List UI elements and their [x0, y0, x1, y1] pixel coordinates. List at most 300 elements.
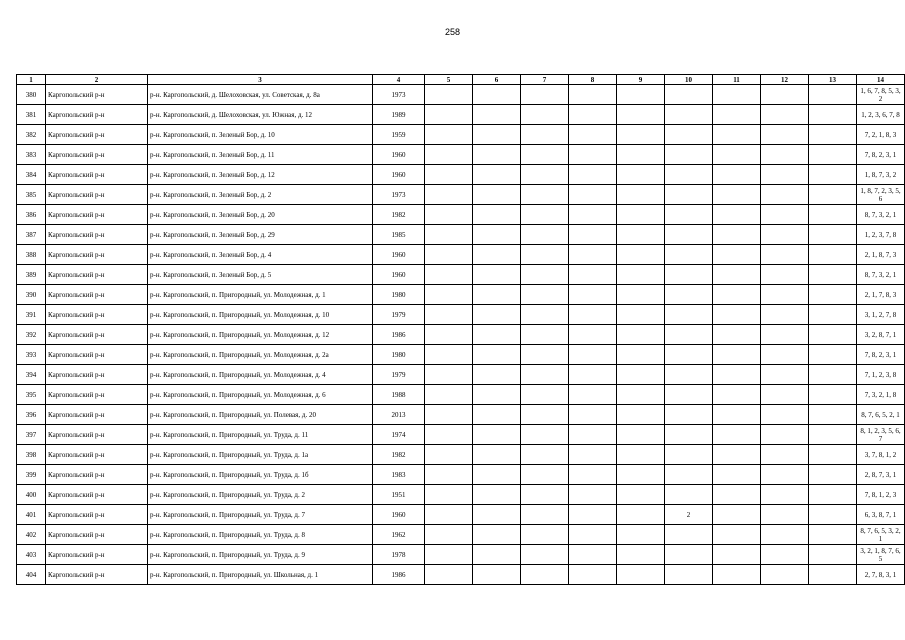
col10-cell	[665, 485, 713, 505]
district-cell: Каргопольский р-н	[46, 225, 148, 245]
col13-cell	[809, 485, 857, 505]
col13-cell	[809, 365, 857, 385]
col12-cell	[761, 465, 809, 485]
codes-cell: 7, 8, 2, 3, 1	[857, 345, 905, 365]
year-cell: 1974	[373, 425, 425, 445]
year-cell: 1980	[373, 345, 425, 365]
row-number-cell: 397	[17, 425, 46, 445]
address-cell: р-н. Каргопольский, п. Пригородный, ул. Молодежная, д. 12	[148, 325, 373, 345]
address-cell: р-н. Каргопольский, п. Пригородный, ул. Труда, д. 1б	[148, 465, 373, 485]
table-row	[17, 245, 905, 265]
col11-cell	[713, 565, 761, 585]
col6-cell	[473, 305, 521, 325]
col12-cell	[761, 365, 809, 385]
district-cell: Каргопольский р-н	[46, 305, 148, 325]
housing-registry-table	[16, 74, 905, 585]
col8-cell	[569, 565, 617, 585]
table-row	[17, 385, 905, 405]
district-cell: Каргопольский р-н	[46, 485, 148, 505]
table-row	[17, 505, 905, 525]
col5-cell	[425, 285, 473, 305]
col5-cell	[425, 485, 473, 505]
year-cell: 1989	[373, 105, 425, 125]
col8-cell	[569, 405, 617, 425]
district-cell: Каргопольский р-н	[46, 265, 148, 285]
col6-cell	[473, 125, 521, 145]
col13-cell	[809, 425, 857, 445]
address-cell: р-н. Каргопольский, п. Зеленый Бор, д. 12	[148, 165, 373, 185]
col11-cell	[713, 365, 761, 385]
col9-cell	[617, 465, 665, 485]
col5-cell	[425, 565, 473, 585]
address-cell: р-н. Каргопольский, п. Пригородный, ул. Труда, д. 9	[148, 545, 373, 565]
col5-cell	[425, 545, 473, 565]
col10-cell	[665, 225, 713, 245]
col7-cell	[521, 165, 569, 185]
col5-cell	[425, 425, 473, 445]
col10-cell	[665, 125, 713, 145]
col10-cell	[665, 525, 713, 545]
row-number-cell: 382	[17, 125, 46, 145]
district-cell: Каргопольский р-н	[46, 505, 148, 525]
col10-cell	[665, 145, 713, 165]
col8-cell	[569, 365, 617, 385]
codes-cell: 2, 1, 7, 8, 3	[857, 285, 905, 305]
col6-cell	[473, 465, 521, 485]
col13-cell	[809, 565, 857, 585]
table-row	[17, 185, 905, 205]
address-cell: р-н. Каргопольский, п. Пригородный, ул. Труда, д. 11	[148, 425, 373, 445]
col7-cell	[521, 105, 569, 125]
col5-cell	[425, 85, 473, 105]
col9-cell	[617, 245, 665, 265]
table-row	[17, 105, 905, 125]
col10-cell	[665, 285, 713, 305]
col7-cell	[521, 545, 569, 565]
col6-cell	[473, 165, 521, 185]
col6-cell	[473, 185, 521, 205]
table-row	[17, 405, 905, 425]
col8-cell	[569, 225, 617, 245]
address-cell: р-н. Каргопольский, п. Пригородный, ул. Труда, д. 7	[148, 505, 373, 525]
col8-cell	[569, 285, 617, 305]
col5-cell	[425, 405, 473, 425]
address-cell: р-н. Каргопольский, п. Зеленый Бор, д. 4	[148, 245, 373, 265]
col9-cell	[617, 165, 665, 185]
row-number-cell: 381	[17, 105, 46, 125]
year-cell: 1960	[373, 265, 425, 285]
col5-cell	[425, 365, 473, 385]
codes-cell: 1, 2, 3, 6, 7, 8	[857, 105, 905, 125]
codes-cell: 7, 8, 2, 3, 1	[857, 145, 905, 165]
table-body	[17, 85, 905, 585]
col11-cell	[713, 505, 761, 525]
district-cell: Каргопольский р-н	[46, 425, 148, 445]
table-row	[17, 125, 905, 145]
row-number-cell: 394	[17, 365, 46, 385]
col10-cell	[665, 465, 713, 485]
year-cell: 1973	[373, 185, 425, 205]
column-header-6: 6	[473, 75, 521, 85]
col11-cell	[713, 205, 761, 225]
row-number-cell: 387	[17, 225, 46, 245]
codes-cell: 6, 3, 8, 7, 1	[857, 505, 905, 525]
col7-cell	[521, 525, 569, 545]
row-number-cell: 390	[17, 285, 46, 305]
col5-cell	[425, 305, 473, 325]
col11-cell	[713, 385, 761, 405]
district-cell: Каргопольский р-н	[46, 125, 148, 145]
col5-cell	[425, 205, 473, 225]
col6-cell	[473, 85, 521, 105]
table-row	[17, 485, 905, 505]
year-cell: 1959	[373, 125, 425, 145]
col11-cell	[713, 525, 761, 545]
col10-cell	[665, 545, 713, 565]
col9-cell	[617, 185, 665, 205]
col9-cell	[617, 325, 665, 345]
col9-cell	[617, 105, 665, 125]
district-cell: Каргопольский р-н	[46, 345, 148, 365]
col6-cell	[473, 285, 521, 305]
col8-cell	[569, 425, 617, 445]
year-cell: 1980	[373, 285, 425, 305]
col6-cell	[473, 385, 521, 405]
col6-cell	[473, 545, 521, 565]
codes-cell: 3, 1, 2, 7, 8	[857, 305, 905, 325]
col12-cell	[761, 125, 809, 145]
col8-cell	[569, 265, 617, 285]
col6-cell	[473, 225, 521, 245]
col5-cell	[425, 325, 473, 345]
col7-cell	[521, 225, 569, 245]
codes-cell: 8, 7, 6, 5, 2, 1	[857, 405, 905, 425]
col8-cell	[569, 445, 617, 465]
district-cell: Каргопольский р-н	[46, 325, 148, 345]
year-cell: 1960	[373, 245, 425, 265]
codes-cell: 1, 6, 7, 8, 5, 3, 2	[857, 85, 905, 105]
address-cell: р-н. Каргопольский, п. Зеленый Бор, д. 5	[148, 265, 373, 285]
col7-cell	[521, 565, 569, 585]
table-row	[17, 305, 905, 325]
column-header-8: 8	[569, 75, 617, 85]
col12-cell	[761, 265, 809, 285]
col10-cell	[665, 345, 713, 365]
codes-cell: 8, 7, 3, 2, 1	[857, 205, 905, 225]
address-cell: р-н. Каргопольский, д. Шелоховская, ул. Южная, д. 12	[148, 105, 373, 125]
address-cell: р-н. Каргопольский, п. Пригородный, ул. Молодежная, д. 6	[148, 385, 373, 405]
col5-cell	[425, 105, 473, 125]
col5-cell	[425, 145, 473, 165]
codes-cell: 1, 8, 7, 3, 2	[857, 165, 905, 185]
district-cell: Каргопольский р-н	[46, 85, 148, 105]
col6-cell	[473, 365, 521, 385]
col12-cell	[761, 565, 809, 585]
district-cell: Каргопольский р-н	[46, 445, 148, 465]
year-cell: 1960	[373, 145, 425, 165]
column-header-12: 12	[761, 75, 809, 85]
table-row	[17, 145, 905, 165]
col7-cell	[521, 405, 569, 425]
district-cell: Каргопольский р-н	[46, 545, 148, 565]
row-number-cell: 393	[17, 345, 46, 365]
col6-cell	[473, 425, 521, 445]
district-cell: Каргопольский р-н	[46, 525, 148, 545]
col7-cell	[521, 185, 569, 205]
year-cell: 1978	[373, 545, 425, 565]
column-header-13: 13	[809, 75, 857, 85]
col9-cell	[617, 225, 665, 245]
col11-cell	[713, 245, 761, 265]
col11-cell	[713, 305, 761, 325]
col5-cell	[425, 125, 473, 145]
column-header-1: 1	[17, 75, 46, 85]
col8-cell	[569, 545, 617, 565]
table-row	[17, 165, 905, 185]
address-cell: р-н. Каргопольский, п. Пригородный, ул. Труда, д. 2	[148, 485, 373, 505]
row-number-cell: 400	[17, 485, 46, 505]
col5-cell	[425, 525, 473, 545]
col12-cell	[761, 105, 809, 125]
col9-cell	[617, 285, 665, 305]
col7-cell	[521, 505, 569, 525]
col9-cell	[617, 305, 665, 325]
col9-cell	[617, 405, 665, 425]
address-cell: р-н. Каргопольский, п. Пригородный, ул. Полевая, д. 20	[148, 405, 373, 425]
col13-cell	[809, 305, 857, 325]
col6-cell	[473, 485, 521, 505]
column-header-5: 5	[425, 75, 473, 85]
address-cell: р-н. Каргопольский, п. Пригородный, ул. Школьная, д. 1	[148, 565, 373, 585]
col9-cell	[617, 485, 665, 505]
col9-cell	[617, 525, 665, 545]
col13-cell	[809, 405, 857, 425]
col9-cell	[617, 565, 665, 585]
row-number-cell: 396	[17, 405, 46, 425]
col10-cell	[665, 365, 713, 385]
col10-cell	[665, 445, 713, 465]
codes-cell: 2, 1, 8, 7, 3	[857, 245, 905, 265]
row-number-cell: 388	[17, 245, 46, 265]
col10-cell	[665, 425, 713, 445]
codes-cell: 8, 1, 2, 3, 5, 6, 7	[857, 425, 905, 445]
col6-cell	[473, 505, 521, 525]
col11-cell	[713, 325, 761, 345]
col13-cell	[809, 445, 857, 465]
column-header-3: 3	[148, 75, 373, 85]
col13-cell	[809, 85, 857, 105]
col12-cell	[761, 225, 809, 245]
column-header-4: 4	[373, 75, 425, 85]
codes-cell: 3, 2, 8, 7, 1	[857, 325, 905, 345]
col12-cell	[761, 285, 809, 305]
col9-cell	[617, 445, 665, 465]
row-number-cell: 383	[17, 145, 46, 165]
year-cell: 1973	[373, 85, 425, 105]
col7-cell	[521, 485, 569, 505]
table-row	[17, 85, 905, 105]
col12-cell	[761, 545, 809, 565]
col12-cell	[761, 445, 809, 465]
col8-cell	[569, 145, 617, 165]
col6-cell	[473, 205, 521, 225]
col5-cell	[425, 345, 473, 365]
col11-cell	[713, 405, 761, 425]
codes-cell: 2, 7, 8, 3, 1	[857, 565, 905, 585]
col11-cell	[713, 165, 761, 185]
col7-cell	[521, 365, 569, 385]
col11-cell	[713, 445, 761, 465]
codes-cell: 8, 7, 3, 2, 1	[857, 265, 905, 285]
col13-cell	[809, 385, 857, 405]
table-row	[17, 425, 905, 445]
district-cell: Каргопольский р-н	[46, 105, 148, 125]
codes-cell: 7, 8, 1, 2, 3	[857, 485, 905, 505]
year-cell: 2013	[373, 405, 425, 425]
col8-cell	[569, 465, 617, 485]
col7-cell	[521, 265, 569, 285]
address-cell: р-н. Каргопольский, п. Пригородный, ул. Молодежная, д. 2а	[148, 345, 373, 365]
codes-cell: 1, 2, 3, 7, 8	[857, 225, 905, 245]
column-header-11: 11	[713, 75, 761, 85]
address-cell: р-н. Каргопольский, п. Пригородный, ул. Молодежная, д. 4	[148, 365, 373, 385]
year-cell: 1982	[373, 205, 425, 225]
col8-cell	[569, 525, 617, 545]
col13-cell	[809, 465, 857, 485]
col10-cell	[665, 325, 713, 345]
col10-cell	[665, 385, 713, 405]
address-cell: р-н. Каргопольский, п. Зеленый Бор, д. 10	[148, 125, 373, 145]
row-number-cell: 384	[17, 165, 46, 185]
year-cell: 1985	[373, 225, 425, 245]
address-cell: р-н. Каргопольский, д. Шелоховская, ул. Советская, д. 8а	[148, 85, 373, 105]
address-cell: р-н. Каргопольский, п. Пригородный, ул. Молодежная, д. 10	[148, 305, 373, 325]
col5-cell	[425, 225, 473, 245]
district-cell: Каргопольский р-н	[46, 365, 148, 385]
col5-cell	[425, 445, 473, 465]
row-number-cell: 389	[17, 265, 46, 285]
table-row	[17, 365, 905, 385]
col6-cell	[473, 265, 521, 285]
col11-cell	[713, 425, 761, 445]
year-cell: 1983	[373, 465, 425, 485]
col8-cell	[569, 85, 617, 105]
col8-cell	[569, 485, 617, 505]
col10-cell: 2	[665, 505, 713, 525]
col13-cell	[809, 525, 857, 545]
col9-cell	[617, 545, 665, 565]
col11-cell	[713, 285, 761, 305]
col10-cell	[665, 185, 713, 205]
district-cell: Каргопольский р-н	[46, 405, 148, 425]
col12-cell	[761, 145, 809, 165]
col6-cell	[473, 445, 521, 465]
address-cell: р-н. Каргопольский, п. Пригородный, ул. Молодежная, д. 1	[148, 285, 373, 305]
col8-cell	[569, 245, 617, 265]
address-cell: р-н. Каргопольский, п. Пригородный, ул. Труда, д. 8	[148, 525, 373, 545]
year-cell: 1962	[373, 525, 425, 545]
col12-cell	[761, 485, 809, 505]
address-cell: р-н. Каргопольский, п. Зеленый Бор, д. 2	[148, 185, 373, 205]
col7-cell	[521, 385, 569, 405]
page-number: 258	[444, 27, 461, 37]
col11-cell	[713, 105, 761, 125]
col8-cell	[569, 185, 617, 205]
col12-cell	[761, 305, 809, 325]
col5-cell	[425, 505, 473, 525]
col11-cell	[713, 545, 761, 565]
col10-cell	[665, 305, 713, 325]
col13-cell	[809, 185, 857, 205]
column-header-10: 10	[665, 75, 713, 85]
col13-cell	[809, 265, 857, 285]
column-header-7: 7	[521, 75, 569, 85]
col7-cell	[521, 245, 569, 265]
col9-cell	[617, 85, 665, 105]
table-row	[17, 205, 905, 225]
row-number-cell: 392	[17, 325, 46, 345]
row-number-cell: 391	[17, 305, 46, 325]
col11-cell	[713, 185, 761, 205]
col10-cell	[665, 265, 713, 285]
row-number-cell: 385	[17, 185, 46, 205]
address-cell: р-н. Каргопольский, п. Зеленый Бор, д. 29	[148, 225, 373, 245]
row-number-cell: 386	[17, 205, 46, 225]
col7-cell	[521, 145, 569, 165]
col11-cell	[713, 465, 761, 485]
col12-cell	[761, 425, 809, 445]
col7-cell	[521, 425, 569, 445]
col10-cell	[665, 565, 713, 585]
col7-cell	[521, 465, 569, 485]
column-header-14: 14	[857, 75, 905, 85]
table-row	[17, 285, 905, 305]
year-cell: 1960	[373, 505, 425, 525]
col12-cell	[761, 505, 809, 525]
col13-cell	[809, 325, 857, 345]
row-number-cell: 403	[17, 545, 46, 565]
codes-cell: 7, 3, 2, 1, 8	[857, 385, 905, 405]
year-cell: 1988	[373, 385, 425, 405]
table-row	[17, 325, 905, 345]
codes-cell: 1, 8, 7, 2, 3, 5, 6	[857, 185, 905, 205]
col5-cell	[425, 185, 473, 205]
table-row	[17, 225, 905, 245]
col7-cell	[521, 125, 569, 145]
col12-cell	[761, 85, 809, 105]
col9-cell	[617, 145, 665, 165]
codes-cell: 8, 7, 6, 5, 3, 2, 1	[857, 525, 905, 545]
table-row	[17, 545, 905, 565]
year-cell: 1979	[373, 305, 425, 325]
col7-cell	[521, 205, 569, 225]
district-cell: Каргопольский р-н	[46, 465, 148, 485]
col6-cell	[473, 145, 521, 165]
col12-cell	[761, 345, 809, 365]
table-row	[17, 265, 905, 285]
col12-cell	[761, 385, 809, 405]
col7-cell	[521, 325, 569, 345]
col13-cell	[809, 125, 857, 145]
col5-cell	[425, 165, 473, 185]
col13-cell	[809, 285, 857, 305]
address-cell: р-н. Каргопольский, п. Зеленый Бор, д. 11	[148, 145, 373, 165]
district-cell: Каргопольский р-н	[46, 205, 148, 225]
col8-cell	[569, 505, 617, 525]
col10-cell	[665, 105, 713, 125]
col9-cell	[617, 425, 665, 445]
col11-cell	[713, 345, 761, 365]
